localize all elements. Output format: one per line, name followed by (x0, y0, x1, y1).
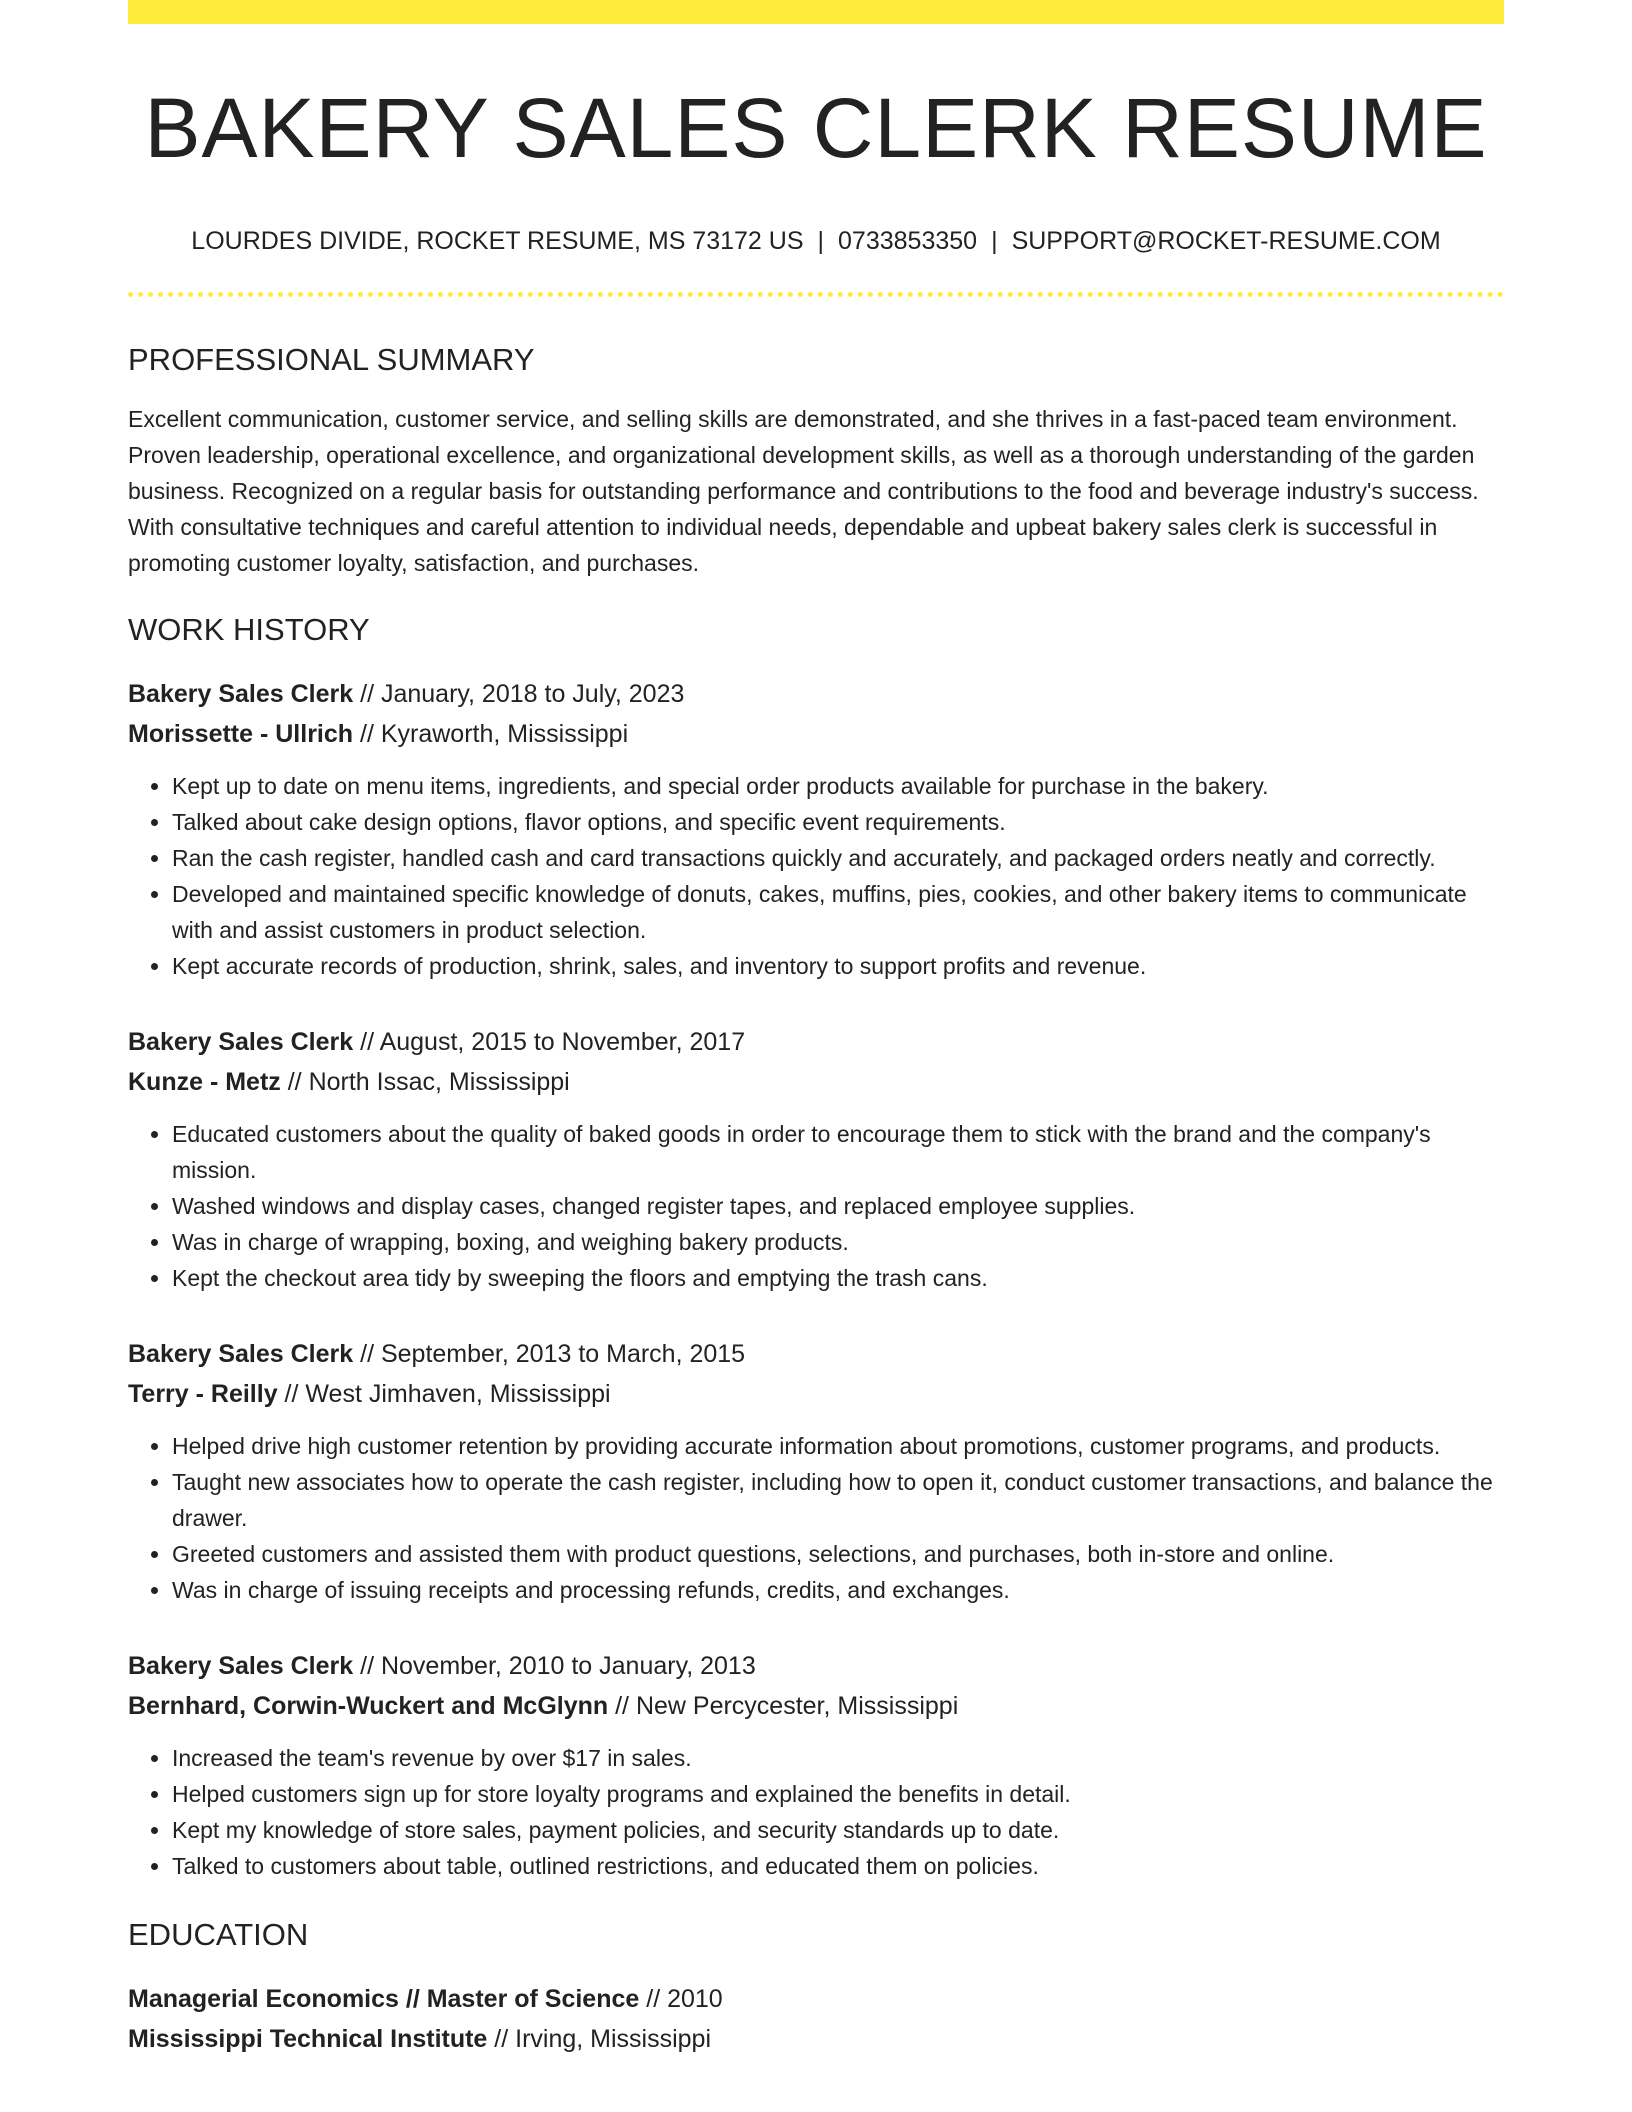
bullet-item: • Greeted customers and assisted them with product questions, selections, and purchases, both in-store and online. (172, 1536, 1504, 1572)
job-entry (128, 1334, 1504, 1608)
job-bullets (128, 1740, 1504, 1884)
job-dates: // September, 2013 to March, 2015 (353, 1339, 746, 1368)
education-school: Mississippi Technical Institute (128, 2024, 488, 2053)
bullet-item: • Ran the cash register, handled cash and card transactions quickly and accurately, and packaged orders neatly and correctly. (172, 840, 1504, 876)
bullet-item: • Educated customers about the quality of baked goods in order to encourage them to stick with the brand and the company's mission. (172, 1116, 1504, 1188)
job-company-line (128, 714, 1504, 754)
job-company: Bernhard, Corwin-Wuckert and McGlynn (128, 1691, 609, 1720)
bullet-item: • Increased the team's revenue by over $17 in sales. (172, 1740, 1504, 1776)
education-entry (128, 1979, 1504, 2059)
job-location: // Kyraworth, Mississippi (353, 719, 629, 748)
bullet-item: • Kept up to date on menu items, ingredients, and special order products available for purchase in the bakery. (172, 768, 1504, 804)
bullet-item: • Was in charge of wrapping, boxing, and weighing bakery products. (172, 1224, 1504, 1260)
education-school-line (128, 2019, 1504, 2059)
education-location: // Irving, Mississippi (487, 2024, 712, 2053)
education-year: // 2010 (639, 1984, 723, 2013)
job-location: // North Issac, Mississippi (280, 1067, 570, 1096)
bullet-item: • Kept the checkout area tidy by sweeping the floors and emptying the trash cans. (172, 1260, 1504, 1296)
job-company-line (128, 1374, 1504, 1414)
job-location: // New Percycester, Mississippi (608, 1691, 959, 1720)
bullet-item: • Talked about cake design options, flavor options, and specific event requirements. (172, 804, 1504, 840)
bullet-item: • Kept my knowledge of store sales, payment policies, and security standards up to date. (172, 1812, 1504, 1848)
work-history-heading: WORK HISTORY (128, 611, 370, 647)
education-degree: Managerial Economics // Master of Science (128, 1984, 640, 2013)
bullet-item: • Talked to customers about table, outlined restrictions, and educated them on policies. (172, 1848, 1504, 1884)
job-title-line (128, 1022, 1504, 1062)
contact-separator: | (817, 227, 825, 256)
job-title-line (128, 674, 1504, 714)
bullet-item: • Helped customers sign up for store loyalty programs and explained the benefits in detail. (172, 1776, 1504, 1812)
bullet-item: • Helped drive high customer retention by providing accurate information about promotions, customer programs, and products. (172, 1428, 1504, 1464)
job-title-line (128, 1646, 1504, 1686)
contact-email: SUPPORT@ROCKET-RESUME.COM (1011, 227, 1441, 256)
bullet-item: • Developed and maintained specific knowledge of donuts, cakes, muffins, pies, cookies, and other bakery items to communicate with and assist customers in product selection. (172, 876, 1504, 948)
job-dates: // August, 2015 to November, 2017 (353, 1027, 746, 1056)
top-accent-bar (128, 0, 1504, 24)
job-entry (128, 1022, 1504, 1296)
contact-line (128, 226, 1504, 256)
bullet-item: • Washed windows and display cases, changed register tapes, and replaced employee supplies. (172, 1188, 1504, 1224)
job-entry (128, 1646, 1504, 1884)
job-company: Terry - Reilly (128, 1379, 278, 1408)
job-dates: // November, 2010 to January, 2013 (353, 1651, 756, 1680)
job-bullets (128, 1116, 1504, 1296)
resume-title: BAKERY SALES CLERK RESUME (144, 81, 1488, 175)
job-company-line (128, 1062, 1504, 1102)
job-company: Kunze - Metz (128, 1067, 281, 1096)
job-title: Bakery Sales Clerk (128, 1651, 354, 1680)
summary-heading: PROFESSIONAL SUMMARY (128, 342, 535, 378)
job-title-line (128, 1334, 1504, 1374)
contact-phone: 0733853350 (838, 227, 978, 256)
job-company: Morissette - Ullrich (128, 719, 354, 748)
job-title: Bakery Sales Clerk (128, 1027, 354, 1056)
contact-separator: | (991, 227, 998, 256)
summary-text: Excellent communication, customer service, and selling skills are demonstrated, and she thrives in a fast-paced team environment. Proven leadership, operational excellence, and organizational development skills, as well as a thorough understanding of the garden business. Recognized on a regular basis for outstanding performance and contributions to the food and beverage industry's success. With consultative techniques and careful attention to individual needs, dependable and upbeat bakery sales clerk is successful in promoting customer loyalty, satisfaction, and purchases. (128, 405, 1479, 576)
bullet-item: • Was in charge of issuing receipts and processing refunds, credits, and exchanges. (172, 1572, 1504, 1608)
job-title: Bakery Sales Clerk (128, 679, 354, 708)
bullet-item: • Taught new associates how to operate the cash register, including how to open it, conduct customer transactions, and balance the drawer. (172, 1464, 1504, 1536)
resume-page (128, 0, 1504, 2059)
education-degree-line (128, 1979, 1504, 2019)
dotted-divider (128, 292, 1504, 297)
job-company-line (128, 1686, 1504, 1726)
job-bullets (128, 768, 1504, 984)
job-title: Bakery Sales Clerk (128, 1339, 354, 1368)
job-entry (128, 674, 1504, 984)
education-heading: EDUCATION (128, 1916, 309, 1952)
job-bullets (128, 1428, 1504, 1608)
job-location: // West Jimhaven, Mississippi (277, 1379, 611, 1408)
bullet-item: • Kept accurate records of production, shrink, sales, and inventory to support profits and revenue. (172, 948, 1504, 984)
job-dates: // January, 2018 to July, 2023 (353, 679, 685, 708)
contact-address: LOURDES DIVIDE, ROCKET RESUME, MS 73172 US (191, 227, 804, 256)
